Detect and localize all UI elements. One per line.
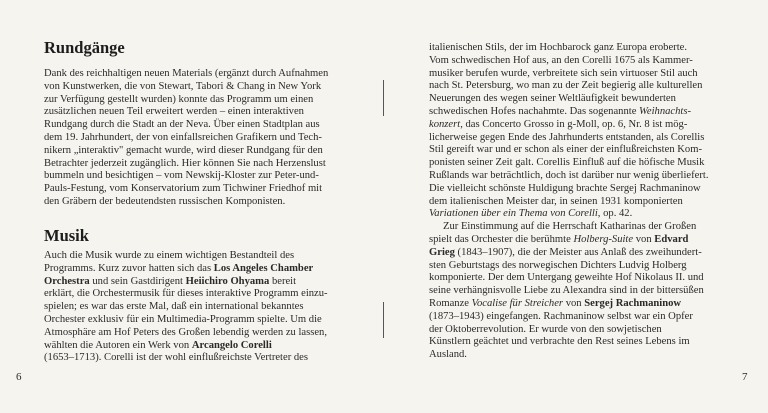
bold-composer-name: Edvard <box>654 233 689 245</box>
text-run: und sein Gastdirigent <box>89 275 186 287</box>
text-line: musiker berufen wurde, verbreitete sich sein virtuoser Stil auch <box>429 67 698 79</box>
text-line: ponisten seiner Zeit galt. Corellis Einfluß auf die höfische Musik <box>429 157 705 169</box>
text-run: bereit <box>269 275 297 287</box>
text-run: , das Concerto Grosso in g-Moll, op. 6, Nr. 8 ist mög- <box>460 118 688 130</box>
text-line: komponierte. Der dem Untergang geweihte Hof Nikolaus II. und <box>429 272 704 284</box>
text-line <box>44 340 328 353</box>
text-line: Atmosphäre am Hof Peters des Großen lebendig werden zu lassen, <box>44 326 328 338</box>
text-run: wählten die Autoren ein Werk von <box>44 339 192 351</box>
page-number-left: 6 <box>16 371 22 383</box>
bold-orchestra-name: Orchestra <box>44 275 90 287</box>
text-run: von <box>633 233 655 245</box>
text-line: Ausland. <box>429 349 467 361</box>
text-line: Neuerungen des wegen seiner Weltläufigkeit bewunderten <box>429 93 676 105</box>
text-line: Rundgang durch die Stadt an der Neva. Über einen Stadtplan aus <box>44 119 320 131</box>
heading-musik: Musik <box>44 226 89 245</box>
text-run: (1843–1907), die der Meister aus Anlaß des zweihundert- <box>454 246 702 258</box>
text-line: Vom schwedischen Hof aus, an den Corelli 1675 als Kammer- <box>429 54 693 66</box>
paragraph-right-page <box>429 42 708 362</box>
text-line <box>429 208 708 221</box>
text-line: sten Geburtstags des norwegischen Dichters Ludvig Holberg <box>429 259 687 271</box>
text-line: licherweise gegen Ende des Jahrhunderts entstanden, als Corellis <box>429 131 705 143</box>
text-line: der Oktoberrevolution. Er wurde von den sowjetischen <box>429 323 662 335</box>
text-line <box>429 247 708 260</box>
text-line: erklärt, die Orchestermusik für dieses interaktive Programm einzu- <box>44 288 328 300</box>
text-line <box>429 298 708 311</box>
text-line <box>429 106 708 119</box>
text-line <box>44 276 328 289</box>
bold-composer-name: Sergej Rachmaninow <box>584 297 682 309</box>
text-line: Zur Einstimmung auf die Herrschaft Katharinas der Großen <box>443 221 697 233</box>
paragraph-musik <box>44 250 328 365</box>
text-run: , op. 42. <box>597 208 633 220</box>
text-line: Dank des reichhaltigen neuen Materials (ergänzt durch Aufnahmen <box>44 68 329 79</box>
text-line: bummeln und besichtigen – vom Newskij-Kloster zur Peter-und- <box>44 170 319 182</box>
text-line: nikern „interaktiv" gemacht wurde, wird dieser Rundgang für den <box>44 144 323 156</box>
text-run: spielt das Orchester die berühmte <box>429 233 574 245</box>
text-line: dem 19. Jahrhundert, der von einfallsreichen Grafikern und Tech- <box>44 131 322 143</box>
bold-composer-name: Grieg <box>429 246 455 258</box>
text-line: Die vielleicht schönste Huldigung brachte Sergej Rachmaninow <box>429 182 701 194</box>
paragraph-rundgaenge <box>44 68 328 209</box>
bold-composer-name: Arcangelo Corelli <box>191 339 272 351</box>
text-line: seine verhängnisvolle Liebe zu Alexandra sind in der bittersüßen <box>429 285 704 297</box>
italic-work-title: Variationen über ein Thema von Corelli <box>429 208 598 220</box>
text-line: Rußlands war beträchtlich, doch ist darüber nur wenig überliefert. <box>429 169 709 181</box>
bold-conductor-name: Heiichiro Ohyama <box>185 275 270 287</box>
text-line: Betrachter jederzeit zugänglich. Hier können Sie nach Herzenslust <box>44 157 326 169</box>
text-line: (1653–1713). Corelli ist der wohl einflußreichste Vertreter des <box>44 352 308 364</box>
text-line: Pauls-Festung, vom Konservatorium zum Tichwiner Friedhof mit <box>44 183 323 195</box>
heading-rundgaenge: Rundgänge <box>44 38 125 57</box>
text-line: zusätzlichen neuen Teil erweitert werden – einen interaktiven <box>44 106 304 118</box>
text-line: Künstlern geächtet und verbrachte den Rest seines Lebens im <box>429 336 690 348</box>
text-line: Orchester exklusiv für ein Multimedia-Programm spielte. Um die <box>44 313 322 325</box>
italic-work-title: Weihnachts- <box>639 105 692 117</box>
italic-work-title: Holberg-Suite <box>573 233 634 245</box>
text-run: Romanze <box>429 297 472 309</box>
italic-work-title: Vocalise für Streicher <box>471 297 564 309</box>
text-line: den Gräbern der bedeutendsten russischen Komponisten. <box>44 195 286 207</box>
text-run: Programms. Kurz zuvor hatten sich das <box>44 262 214 274</box>
text-line: Stil gereift war und er schon als einer der einflußreichsten Kom- <box>429 144 702 156</box>
text-line: nach St. Petersburg, wo man zu der Zeit begierig alle kulturellen <box>429 80 703 92</box>
bold-orchestra-name: Los Angeles Chamber <box>213 262 314 274</box>
text-line <box>429 119 708 132</box>
text-line: Auch die Musik wurde zu einem wichtigen Bestandteil des <box>44 250 295 261</box>
text-line: zur Verfügung gestellt wurden) konnte das Programm um einen <box>44 93 314 105</box>
text-line: von Kunstwerken, die von Stewart, Tabori & Chang in New York <box>44 80 322 92</box>
text-line: italienischen Stils, der im Hochbarock ganz Europa eroberte. <box>429 42 687 53</box>
text-line <box>429 234 708 247</box>
text-line: spielen; es war das erste Mal, daß ein international bekanntes <box>44 301 304 313</box>
text-line <box>44 263 328 276</box>
italic-work-title: konzert <box>429 118 461 130</box>
text-run: von <box>563 297 585 309</box>
page-number-right: 7 <box>742 371 748 383</box>
text-line: (1873–1943) eingefangen. Rachmaninow selbst war ein Opfer <box>429 310 693 322</box>
text-run: schwedischen Hofes nachahmte. Das sogenannte <box>429 105 640 117</box>
text-line: dem italienischen Meister dar, in seinen 1931 komponierten <box>429 195 683 207</box>
